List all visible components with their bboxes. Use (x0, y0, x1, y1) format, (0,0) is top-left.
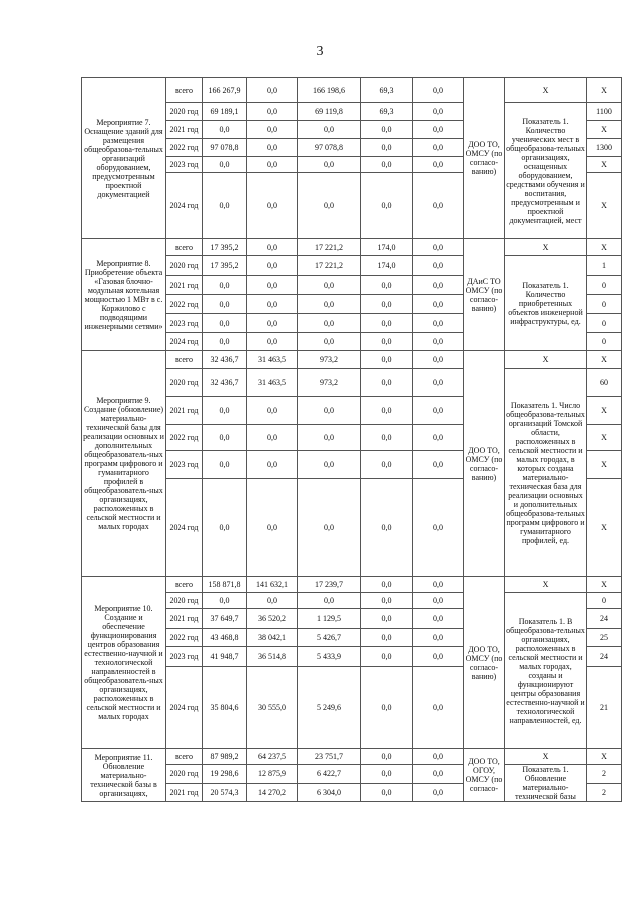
table-row (82, 239, 622, 256)
amount-cell: 0,0 (298, 295, 361, 314)
amount-cell: 0,0 (361, 369, 413, 397)
activity-name: Мероприятие 10. Создание и обеспечение функционирования центров образования естественно-научной и технологической направленностей в общеобразователь-ных организациях, расположенных в сельской местности и малых городах (82, 577, 166, 749)
amount-cell: 0,0 (413, 351, 464, 369)
executor-cell: ДАиС ТО ОМСУ (по согласо-ванию) (464, 239, 505, 351)
page-number: 3 (316, 44, 324, 59)
amount-cell: 0,0 (413, 173, 464, 239)
amount-cell: 0,0 (247, 397, 298, 425)
indicator-header-cell: X (505, 239, 587, 256)
activity-name: Мероприятие 7. Оснащение зданий для размещения общеобразова-тельных организаций оборудованием, предусмотренным проектной документацией (82, 78, 166, 239)
year-cell: 2021 год (166, 121, 203, 139)
amount-cell: 0,0 (247, 333, 298, 351)
indicator-value-cell: X (587, 425, 622, 451)
year-cell: 2022 год (166, 295, 203, 314)
indicator-header-cell: X (505, 351, 587, 369)
amount-cell: 87 989,2 (203, 749, 247, 765)
amount-cell: 19 298,6 (203, 765, 247, 784)
amount-cell: 0,0 (298, 276, 361, 295)
amount-cell: 0,0 (298, 397, 361, 425)
indicator-value-cell: 21 (587, 667, 622, 749)
indicator-cell: Показатель 1. Число общеобразова-тельных организаций Томской области, расположенных в сельской местности и малых городах, в которых создана материально-техническая база для реализации основных и дополнительных общеобразова-тельных программ цифрового и гуманитарного профилей, ед. (505, 369, 587, 577)
amount-cell: 141 632,1 (247, 577, 298, 593)
amount-cell: 37 649,7 (203, 609, 247, 629)
year-cell: всего (166, 239, 203, 256)
amount-cell: 32 436,7 (203, 351, 247, 369)
amount-cell: 35 804,6 (203, 667, 247, 749)
year-cell: 2023 год (166, 647, 203, 667)
year-cell: 2023 год (166, 314, 203, 333)
amount-cell: 38 042,1 (247, 629, 298, 647)
amount-cell: 0,0 (413, 103, 464, 121)
amount-cell: 0,0 (413, 765, 464, 784)
amount-cell: 41 948,7 (203, 647, 247, 667)
amount-cell: 0,0 (413, 749, 464, 765)
amount-cell: 0,0 (413, 479, 464, 577)
amount-cell: 0,0 (413, 369, 464, 397)
year-cell: 2021 год (166, 783, 203, 802)
amount-cell: 0,0 (413, 139, 464, 157)
amount-cell: 97 078,8 (203, 139, 247, 157)
amount-cell: 0,0 (361, 629, 413, 647)
amount-cell: 0,0 (361, 593, 413, 609)
activity-name: Мероприятие 9. Создание (обновление) материально-технической базы для реализации основных и дополнительных общеобразователь-ных программ цифрового и гуманитарного профилей в общеобразователь-ных организациях, расположенных в сельской местности и малых городах (82, 351, 166, 577)
table-row (82, 577, 622, 593)
amount-cell: 0,0 (247, 425, 298, 451)
amount-cell: 0,0 (298, 451, 361, 479)
indicator-cell: Показатель 1. Количество приобретенных объектов инженерной инфраструктуры, ед. (505, 256, 587, 351)
year-cell: всего (166, 78, 203, 103)
amount-cell: 0,0 (413, 593, 464, 609)
indicator-value-cell: 1300 (587, 139, 622, 157)
year-cell: 2023 год (166, 451, 203, 479)
amount-cell: 17 221,2 (298, 256, 361, 276)
amount-cell: 0,0 (413, 667, 464, 749)
year-cell: 2024 год (166, 333, 203, 351)
amount-cell: 0,0 (203, 157, 247, 173)
indicator-value-cell: X (587, 479, 622, 577)
amount-cell: 158 871,8 (203, 577, 247, 593)
year-cell: 2021 год (166, 609, 203, 629)
indicator-value-cell: 24 (587, 609, 622, 629)
amount-cell: 0,0 (413, 78, 464, 103)
amount-cell: 0,0 (361, 783, 413, 802)
table-row (82, 78, 622, 103)
indicator-cell: Показатель 1. Обновление материально-технической базы (505, 765, 587, 802)
activity-name: Мероприятие 8. Приобретение объекта «Газовая блочно-модульная котельная мощностью 1 МВт в с. Коржилово с подводящими инженерными сетями» (82, 239, 166, 351)
indicator-header-cell: X (505, 577, 587, 593)
year-cell: 2022 год (166, 629, 203, 647)
amount-cell: 0,0 (361, 333, 413, 351)
amount-cell: 0,0 (203, 479, 247, 577)
amount-cell: 0,0 (203, 425, 247, 451)
amount-cell: 0,0 (361, 749, 413, 765)
indicator-value-cell: 24 (587, 647, 622, 667)
indicator-value-cell: 1100 (587, 103, 622, 121)
amount-cell: 6 422,7 (298, 765, 361, 784)
year-cell: 2022 год (166, 139, 203, 157)
indicator-value-cell: X (587, 157, 622, 173)
amount-cell: 0,0 (247, 139, 298, 157)
amount-cell: 973,2 (298, 351, 361, 369)
year-cell: 2022 год (166, 425, 203, 451)
amount-cell: 166 267,9 (203, 78, 247, 103)
amount-cell: 0,0 (361, 351, 413, 369)
amount-cell: 5 433,9 (298, 647, 361, 667)
amount-cell: 69 189,1 (203, 103, 247, 121)
indicator-value-cell: X (587, 239, 622, 256)
amount-cell: 0,0 (247, 295, 298, 314)
table-row (82, 351, 622, 369)
indicator-value-cell: X (587, 749, 622, 765)
amount-cell: 0,0 (361, 451, 413, 479)
year-cell: 2021 год (166, 276, 203, 295)
amount-cell: 69,3 (361, 78, 413, 103)
amount-cell: 0,0 (203, 314, 247, 333)
indicator-value-cell: X (587, 78, 622, 103)
amount-cell: 0,0 (413, 783, 464, 802)
amount-cell: 0,0 (298, 479, 361, 577)
amount-cell: 17 239,7 (298, 577, 361, 593)
indicator-value-cell: 2 (587, 765, 622, 784)
year-cell: всего (166, 577, 203, 593)
amount-cell: 17 221,2 (298, 239, 361, 256)
amount-cell: 43 468,8 (203, 629, 247, 647)
amount-cell: 0,0 (413, 333, 464, 351)
amount-cell: 5 426,7 (298, 629, 361, 647)
amount-cell: 0,0 (361, 577, 413, 593)
year-cell: 2024 год (166, 667, 203, 749)
indicator-cell: Показатель 1. Количество ученических мест в общеобразова-тельных организациях, оснащенных оборудованием, средствами обучения и воспитания, предусмотренным и проектной документацией, мест (505, 103, 587, 239)
amount-cell: 14 270,2 (247, 783, 298, 802)
amount-cell: 0,0 (361, 276, 413, 295)
year-cell: всего (166, 749, 203, 765)
amount-cell: 5 249,6 (298, 667, 361, 749)
amount-cell: 0,0 (361, 609, 413, 629)
amount-cell: 0,0 (247, 78, 298, 103)
indicator-value-cell: X (587, 451, 622, 479)
amount-cell: 0,0 (361, 139, 413, 157)
amount-cell: 0,0 (361, 667, 413, 749)
indicator-value-cell: X (587, 397, 622, 425)
amount-cell: 17 395,2 (203, 239, 247, 256)
executor-cell: ДОО ТО, ОМСУ (по согласо-ванию) (464, 351, 505, 577)
program-activities-table (81, 77, 622, 802)
amount-cell: 0,0 (247, 593, 298, 609)
year-cell: 2024 год (166, 173, 203, 239)
table-row (82, 749, 622, 765)
activity-name: Мероприятие 11. Обновление материально-технической базы в организациях, (82, 749, 166, 802)
amount-cell: 0,0 (298, 173, 361, 239)
indicator-value-cell: 1 (587, 256, 622, 276)
indicator-value-cell: 0 (587, 314, 622, 333)
amount-cell: 0,0 (413, 314, 464, 333)
amount-cell: 0,0 (361, 157, 413, 173)
amount-cell: 0,0 (413, 121, 464, 139)
amount-cell: 0,0 (361, 295, 413, 314)
amount-cell: 69,3 (361, 103, 413, 121)
indicator-value-cell: X (587, 351, 622, 369)
indicator-value-cell: 25 (587, 629, 622, 647)
amount-cell: 0,0 (361, 314, 413, 333)
amount-cell: 0,0 (247, 314, 298, 333)
amount-cell: 0,0 (361, 425, 413, 451)
indicator-value-cell: X (587, 577, 622, 593)
amount-cell: 0,0 (247, 157, 298, 173)
amount-cell: 0,0 (413, 577, 464, 593)
amount-cell: 0,0 (361, 173, 413, 239)
amount-cell: 0,0 (413, 397, 464, 425)
amount-cell: 32 436,7 (203, 369, 247, 397)
amount-cell: 0,0 (298, 333, 361, 351)
amount-cell: 0,0 (413, 256, 464, 276)
amount-cell: 0,0 (361, 397, 413, 425)
amount-cell: 0,0 (413, 425, 464, 451)
amount-cell: 20 574,3 (203, 783, 247, 802)
indicator-header-cell: X (505, 749, 587, 765)
amount-cell: 0,0 (203, 333, 247, 351)
amount-cell: 0,0 (413, 239, 464, 256)
amount-cell: 0,0 (298, 425, 361, 451)
indicator-value-cell: 0 (587, 593, 622, 609)
year-cell: 2021 год (166, 397, 203, 425)
amount-cell: 0,0 (298, 157, 361, 173)
amount-cell: 0,0 (203, 121, 247, 139)
year-cell: 2020 год (166, 256, 203, 276)
amount-cell: 64 237,5 (247, 749, 298, 765)
amount-cell: 97 078,8 (298, 139, 361, 157)
amount-cell: 69 119,8 (298, 103, 361, 121)
amount-cell: 174,0 (361, 239, 413, 256)
amount-cell: 0,0 (361, 647, 413, 667)
amount-cell: 0,0 (247, 479, 298, 577)
amount-cell: 0,0 (247, 121, 298, 139)
amount-cell: 30 555,0 (247, 667, 298, 749)
year-cell: всего (166, 351, 203, 369)
amount-cell: 36 514,8 (247, 647, 298, 667)
amount-cell: 0,0 (247, 173, 298, 239)
amount-cell: 0,0 (413, 647, 464, 667)
indicator-value-cell: 60 (587, 369, 622, 397)
amount-cell: 0,0 (413, 157, 464, 173)
year-cell: 2023 год (166, 157, 203, 173)
indicator-cell: Показатель 1. В общеобразова-тельных организациях, расположенных в сельской местности и малых городах, созданы и функционируют центры образования естественно-научной и технологической направленностей, ед. (505, 593, 587, 749)
amount-cell: 166 198,6 (298, 78, 361, 103)
amount-cell: 0,0 (413, 629, 464, 647)
amount-cell: 23 751,7 (298, 749, 361, 765)
amount-cell: 0,0 (413, 295, 464, 314)
amount-cell: 0,0 (247, 103, 298, 121)
amount-cell: 36 520,2 (247, 609, 298, 629)
amount-cell: 0,0 (247, 276, 298, 295)
amount-cell: 0,0 (247, 239, 298, 256)
year-cell: 2020 год (166, 593, 203, 609)
year-cell: 2020 год (166, 765, 203, 784)
amount-cell: 174,0 (361, 256, 413, 276)
amount-cell: 31 463,5 (247, 369, 298, 397)
indicator-value-cell: 0 (587, 295, 622, 314)
amount-cell: 0,0 (361, 765, 413, 784)
executor-cell: ДОО ТО, ОГОУ, ОМСУ (по согласо- (464, 749, 505, 802)
amount-cell: 0,0 (203, 295, 247, 314)
executor-cell: ДОО ТО, ОМСУ (по согласо-ванию) (464, 577, 505, 749)
amount-cell: 17 395,2 (203, 256, 247, 276)
amount-cell: 0,0 (247, 256, 298, 276)
amount-cell: 0,0 (413, 276, 464, 295)
year-cell: 2024 год (166, 479, 203, 577)
amount-cell: 31 463,5 (247, 351, 298, 369)
amount-cell: 0,0 (361, 479, 413, 577)
amount-cell: 0,0 (361, 121, 413, 139)
amount-cell: 1 129,5 (298, 609, 361, 629)
indicator-value-cell: 2 (587, 783, 622, 802)
year-cell: 2020 год (166, 369, 203, 397)
amount-cell: 0,0 (203, 397, 247, 425)
indicator-header-cell: X (505, 78, 587, 103)
amount-cell: 0,0 (203, 593, 247, 609)
amount-cell: 0,0 (298, 314, 361, 333)
amount-cell: 0,0 (298, 593, 361, 609)
amount-cell: 0,0 (298, 121, 361, 139)
amount-cell: 973,2 (298, 369, 361, 397)
indicator-value-cell: 0 (587, 276, 622, 295)
indicator-value-cell: X (587, 121, 622, 139)
executor-cell: ДОО ТО, ОМСУ (по согласо-ванию) (464, 78, 505, 239)
indicator-value-cell: 0 (587, 333, 622, 351)
amount-cell: 0,0 (413, 451, 464, 479)
amount-cell: 0,0 (203, 276, 247, 295)
amount-cell: 12 875,9 (247, 765, 298, 784)
amount-cell: 0,0 (203, 451, 247, 479)
amount-cell: 6 304,0 (298, 783, 361, 802)
amount-cell: 0,0 (413, 609, 464, 629)
indicator-value-cell: X (587, 173, 622, 239)
amount-cell: 0,0 (203, 173, 247, 239)
year-cell: 2020 год (166, 103, 203, 121)
amount-cell: 0,0 (247, 451, 298, 479)
